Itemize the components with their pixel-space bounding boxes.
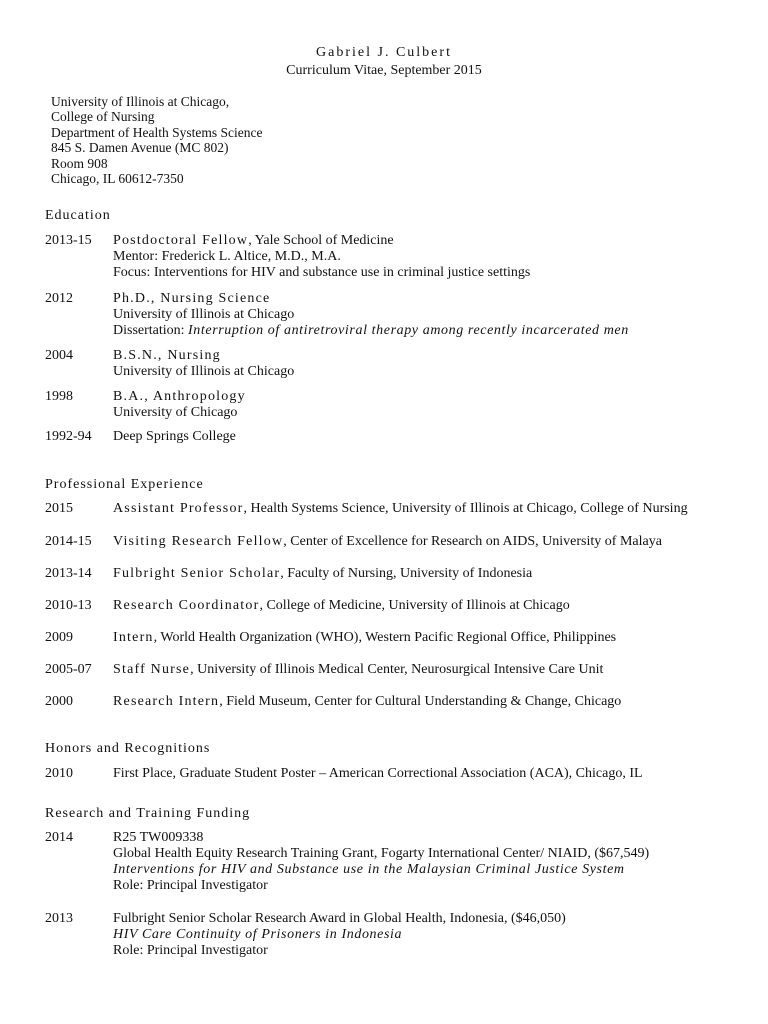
- entry-role: Intern: [113, 630, 154, 645]
- address-block: [51, 94, 262, 186]
- grant-number: R25 TW009338: [113, 830, 204, 845]
- entry-role: Ph.D., Nursing Science: [113, 291, 271, 306]
- entry-role: Fulbright Senior Scholar: [113, 566, 281, 581]
- honor-text: First Place, Graduate Student Poster – American Correctional Association (ACA), Chicago, IL: [113, 766, 643, 781]
- entry-role: B.S.N., Nursing: [113, 348, 221, 363]
- address-line: College of Nursing: [51, 109, 155, 125]
- entry-year: 1992-94: [45, 429, 92, 444]
- address-line: Chicago, IL 60612-7350: [51, 171, 184, 187]
- section-title-honors: Honors and Recognitions: [45, 741, 211, 756]
- entry-role-detail: , Center of Excellence for Research on AIDS, University of Malaya: [283, 534, 662, 549]
- section-title-funding: Research and Training Funding: [45, 806, 251, 821]
- address-line: Room 908: [51, 155, 108, 171]
- grant-role: Role: Principal Investigator: [113, 878, 268, 893]
- entry-year: 2004: [45, 348, 73, 363]
- project-title: HIV Care Continuity of Prisoners in Indonesia: [113, 927, 403, 942]
- entry-role: Assistant Professor: [113, 501, 244, 516]
- entry-year: 1998: [45, 389, 73, 404]
- section-title-education: Education: [45, 208, 111, 223]
- entry-role: Deep Springs College: [113, 429, 236, 444]
- entry-year: 2013-15: [45, 233, 92, 248]
- entry-line: University of Illinois at Chicago: [113, 364, 295, 379]
- entry-role: Visiting Research Fellow: [113, 534, 284, 549]
- dissertation-title: Interruption of antiretroviral therapy among recently incarcerated men: [188, 323, 629, 338]
- entry-role-detail: , University of Illinois Medical Center, Neurosurgical Intensive Care Unit: [190, 662, 604, 677]
- entry-role: Research Coordinator: [113, 598, 260, 613]
- entry-line: University of Chicago: [113, 405, 238, 420]
- entry-year: 2012: [45, 291, 73, 306]
- entry-role-detail: , World Health Organization (WHO), Western Pacific Regional Office, Philippines: [153, 630, 617, 645]
- entry-role-detail: , Yale School of Medicine: [248, 233, 394, 248]
- entry-year: 2014: [45, 830, 73, 845]
- entry-role: Staff Nurse: [113, 662, 191, 677]
- entry-line-prefix: Dissertation:: [113, 323, 189, 338]
- entry-line: Focus: Interventions for HIV and substance use in criminal justice settings: [113, 265, 531, 280]
- entry-year: 2013-14: [45, 566, 92, 581]
- entry-line: University of Illinois at Chicago: [113, 307, 295, 322]
- cv-header: [0, 44, 768, 80]
- entry-role: B.A., Anthropology: [113, 389, 246, 404]
- cv-name: Gabriel J. Culbert: [316, 45, 452, 60]
- entry-year: 2014-15: [45, 534, 92, 549]
- cv-subtitle: Curriculum Vitae, September 2015: [286, 63, 482, 78]
- section-title-experience: Professional Experience: [45, 477, 204, 492]
- entry-role-detail: , Health Systems Science, University of Illinois at Chicago, College of Nursing: [243, 501, 688, 516]
- entry-year: 2013: [45, 911, 73, 926]
- entry-role: Postdoctoral Fellow: [113, 233, 249, 248]
- entry-year: 2009: [45, 630, 73, 645]
- grant-name: Global Health Equity Research Training Grant, Fogarty International Center/ NIAID, ($67,549): [113, 846, 650, 861]
- entry-year: 2000: [45, 694, 73, 709]
- entry-role: Research Intern: [113, 694, 220, 709]
- entry-line: Mentor: Frederick L. Altice, M.D., M.A.: [113, 249, 341, 264]
- address-line: 845 S. Damen Avenue (MC 802): [51, 140, 229, 156]
- project-title: Interventions for HIV and Substance use in the Malaysian Criminal Justice System: [113, 862, 625, 877]
- entry-year: 2010: [45, 766, 73, 781]
- grant-name: Fulbright Senior Scholar Research Award in Global Health, Indonesia, ($46,050): [113, 911, 566, 926]
- entry-role-detail: , Faculty of Nursing, University of Indonesia: [280, 566, 533, 581]
- entry-year: 2015: [45, 501, 73, 516]
- entry-role-detail: , Field Museum, Center for Cultural Understanding & Change, Chicago: [219, 694, 622, 709]
- address-line: Department of Health Systems Science: [51, 124, 263, 140]
- grant-role: Role: Principal Investigator: [113, 943, 268, 958]
- entry-year: 2005-07: [45, 662, 92, 677]
- entry-year: 2010-13: [45, 598, 92, 613]
- entry-role-detail: , College of Medicine, University of Illinois at Chicago: [259, 598, 570, 613]
- address-line: University of Illinois at Chicago,: [51, 94, 230, 109]
